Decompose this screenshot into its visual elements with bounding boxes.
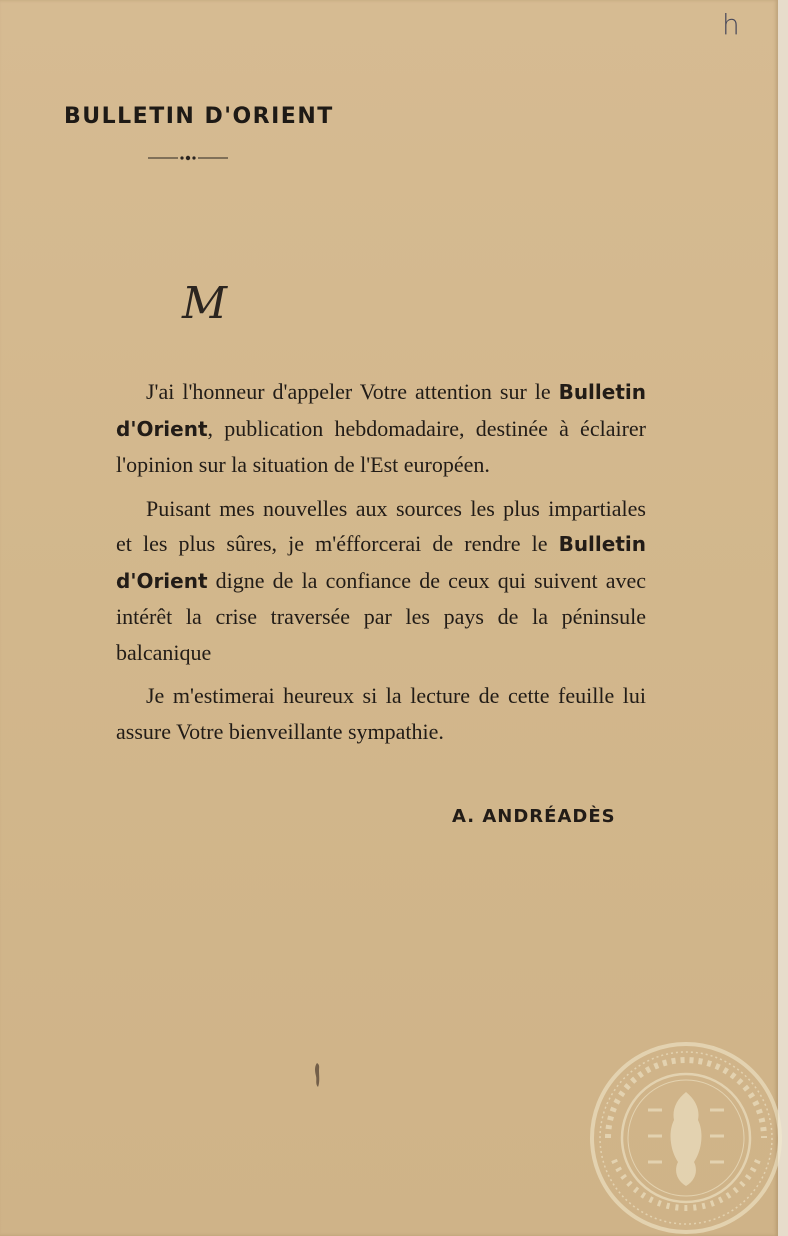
- publication-name: Bulletin d'Orient: [116, 380, 646, 441]
- library-seal-icon: [588, 1040, 784, 1236]
- masthead-title: BULLETIN D'ORIENT: [64, 104, 334, 129]
- paragraph-3-text: Je m'estimerai heureux si la lecture de cette feuille lui assure Votre bienveillante sympathie.: [116, 683, 646, 744]
- ink-speck-icon: [312, 1062, 322, 1088]
- paragraph-2: [116, 491, 646, 671]
- corner-pencil-mark: h: [722, 8, 740, 41]
- signature: A. ANDRÉADÈS: [452, 806, 616, 827]
- paragraph-2-text-b: digne de la confiance de ceux qui suivent avec intérêt la crise traversée par les pays de la péninsule balcanique: [116, 567, 646, 665]
- divider-ornament-icon: [148, 152, 228, 164]
- salutation: M: [182, 278, 228, 329]
- paragraph-3: [116, 678, 646, 749]
- paragraph-1-text-a: J'ai l'honneur d'appeler Votre attention sur le: [146, 379, 559, 404]
- publication-name: Bulletin d'Orient: [116, 532, 646, 593]
- letter-body: [116, 374, 646, 749]
- paragraph-1: [116, 374, 646, 483]
- paragraph-2-text-a: Puisant mes nouvelles aux sources les plus impartiales et les plus sûres, je m'éfforcerai de rendre le: [116, 495, 646, 556]
- paragraph-1-text-b: , publication hebdomadaire, destinée à éclairer l'opinion sur la situation de l'Est européen.: [116, 415, 646, 477]
